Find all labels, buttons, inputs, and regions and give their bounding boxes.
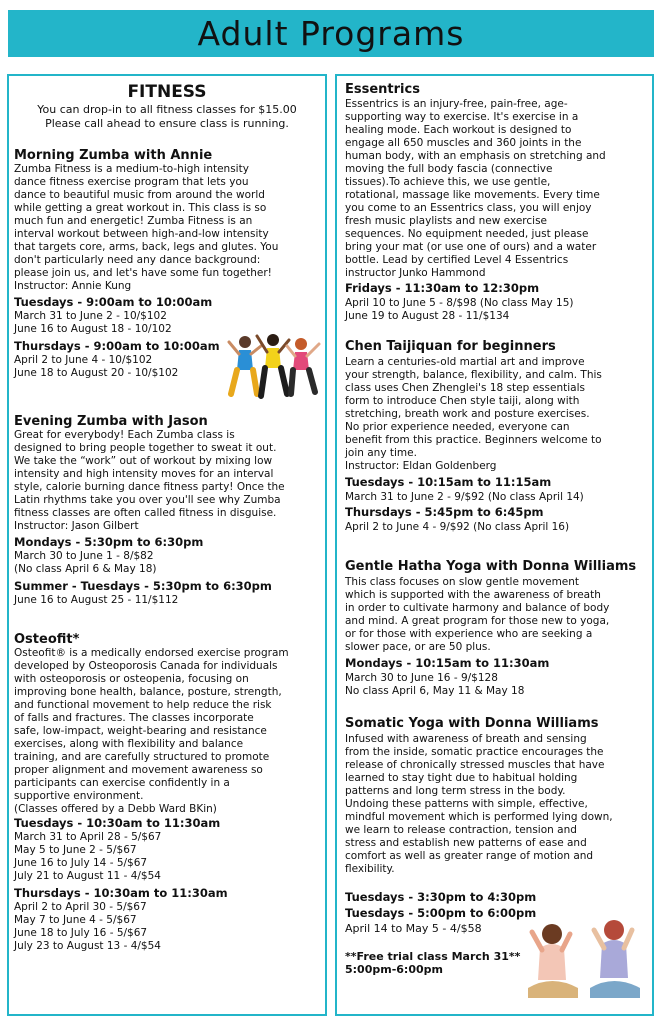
essentrics-dates: April 10 to June 5 - 8/$98 (No class May 15) June 19 to August 28 - 11/$134 bbox=[345, 297, 574, 322]
zumba-annie-time-thursday: Thursdays - 9:00am to 10:00am bbox=[14, 339, 220, 353]
somatic-yoga-description: Infused with awareness of breath and sensing from the inside, somatic practice encourages the release of chronically stressed muscles that have learned to stay tight due to habitual holding patterns and long term stress in the body. Undoing these patterns with simple, effective, mindful movement which is performed lying down, we learn to release contraction, tension and stress and establish new patterns of ease and comfort as well as greater range of motion and flexibility. bbox=[345, 733, 613, 875]
taiji-title: Chen Taijiquan for beginners bbox=[345, 339, 556, 354]
zumba-dancers-illustration bbox=[227, 332, 325, 404]
hatha-yoga-title: Gentle Hatha Yoga with Donna Williams bbox=[345, 559, 637, 574]
zumba-annie-dates-thursday: April 2 to June 4 - 10/$102 June 18 to August 20 - 10/$102 bbox=[14, 354, 179, 379]
taiji-description: Learn a centuries-old martial art and improve your strength, balance, flexibility, and calm. This class uses Chen Zhenglei's 18 step essentials form to introduce Chen style taiji, along with stretching, breath work and posture exercises. No prior experience needed, everyone can benefit from this practice. Beginners welcome to join any time. Instructor: Eldan Goldenberg bbox=[345, 356, 602, 472]
zumba-jason-description: Great for everybody! Each Zumba class is designed to bring people together to sweat it out. We take the “work” out of workout by mixing low intensity and high intensity moves for an interval style, calorie burning dance fitness party! Once the Latin rhythms take you over you'll see why Zumba fitness classes are often called fitness in disguise. Instructor: Jason Gilbert bbox=[14, 429, 285, 532]
somatic-yoga-time-2: Tuesdays - 5:00pm to 6:00pm bbox=[345, 906, 537, 920]
fitness-column bbox=[7, 74, 327, 1016]
osteofit-time-thursday: Thursdays - 10:30am to 11:30am bbox=[14, 886, 228, 900]
essentrics-title: Essentrics bbox=[345, 82, 420, 97]
hatha-yoga-time-monday: Mondays - 10:15am to 11:30am bbox=[345, 656, 550, 670]
osteofit-time-tuesday: Tuesdays - 10:30am to 11:30am bbox=[14, 816, 221, 830]
taiji-time-thursday: Thursdays - 5:45pm to 6:45pm bbox=[345, 505, 544, 519]
taiji-dates-thursday: April 2 to June 4 - 9/$92 (No class April 16) bbox=[345, 521, 570, 533]
osteofit-dates-thursday: April 2 to April 30 - 5/$67 May 7 to June 4 - 5/$67 June 18 to July 16 - 5/$67 July 23 to August 13 - 4/$54 bbox=[14, 901, 161, 952]
programs-column bbox=[335, 74, 654, 1016]
osteofit-title: Osteofit* bbox=[14, 632, 80, 647]
zumba-annie-title: Morning Zumba with Annie bbox=[14, 148, 213, 163]
fitness-heading: FITNESS bbox=[127, 82, 207, 102]
zumba-jason-time-summer: Summer - Tuesdays - 5:30pm to 6:30pm bbox=[14, 579, 272, 593]
zumba-jason-dates-monday: March 30 to June 1 - 8/$82 (No class April 6 & May 18) bbox=[14, 550, 157, 575]
hatha-yoga-dates: March 30 to June 16 - 9/$128 No class April 6, May 11 & May 18 bbox=[345, 672, 525, 697]
essentrics-description: Essentrics is an injury-free, pain-free, age- supporting way to exercise. It's exercise in a healing mode. Each workout is designed to engage all 650 muscles and 360 joints in the human body, with an emphasis on stretching and moving the full body fascia (connective tissues).To achieve this, we use gentle, rotational, massage like movements. Every time you come to an Essentrics class, you will enjoy fresh music playlists and new exercise sequences. No equipment needed, just please bring your mat (or use one of ours) and a water bottle. Lead by certified Level 4 Essentrics instructor Junko Hammond bbox=[345, 98, 606, 279]
taiji-dates-tuesday: March 31 to June 2 - 9/$92 (No class April 14) bbox=[345, 491, 584, 503]
osteofit-description: Osteofit® is a medically endorsed exercise program developed by Osteoporosis Canada for individuals with osteoporosis or osteopenia, focusing on improving bone health, balance, posture, strength, and functional movement to help reduce the risk of falls and fractures. The classes incorporate safe, low-impact, weight-bearing and resistance exercises, along with flexibility and balance training, and are carefully structured to promote proper alignment and movement awareness so participants can exercise confidently in a supportive environment. (Classes offered by a Debb Ward BKin) bbox=[14, 647, 289, 815]
zumba-jason-time-monday: Mondays - 5:30pm to 6:30pm bbox=[14, 535, 204, 549]
zumba-annie-dates-tuesday: March 31 to June 2 - 10/$102 June 16 to August 18 - 10/102 bbox=[14, 310, 172, 335]
yoga-figures-illustration bbox=[522, 918, 650, 1012]
fitness-intro: You can drop-in to all fitness classes for $15.00 Please call ahead to ensure class is running. bbox=[37, 103, 297, 130]
hatha-yoga-description: This class focuses on slow gentle movement which is supported with the awareness of breath in order to cultivate harmony and balance of body and mind. A great program for those new to yoga, or for those with experience who are seeking a slower pace, or are 50 plus. bbox=[345, 576, 610, 653]
zumba-annie-description: Zumba Fitness is a medium-to-high intensity dance fitness exercise program that lets you dance to beautiful music from around the world while getting a great workout in. This class is so much fun and energetic! Zumba Fitness is an interval workout between high-and-low intensity that targets core, arms, back, legs and glutes. You don't particularly need any dance background: please join us, and let's have some fun together! Instructor: Annie Kung bbox=[14, 163, 279, 292]
taiji-time-tuesday: Tuesdays - 10:15am to 11:15am bbox=[345, 475, 552, 489]
free-trial-note: **Free trial class March 31** 5:00pm-6:00pm bbox=[345, 950, 521, 976]
page-title: Adult Programs bbox=[197, 14, 465, 53]
essentrics-time-friday: Fridays - 11:30am to 12:30pm bbox=[345, 281, 540, 295]
zumba-jason-dates-summer: June 16 to August 25 - 11/$112 bbox=[14, 594, 179, 606]
osteofit-dates-tuesday: March 31 to April 28 - 5/$67 May 5 to June 2 - 5/$67 June 16 to July 14 - 5/$67 July 21 to August 11 - 4/$54 bbox=[14, 831, 162, 882]
zumba-annie-time-tuesday: Tuesdays - 9:00am to 10:00am bbox=[14, 295, 213, 309]
zumba-jason-title: Evening Zumba with Jason bbox=[14, 414, 208, 429]
somatic-yoga-title: Somatic Yoga with Donna Williams bbox=[345, 716, 599, 731]
title-banner bbox=[8, 10, 654, 57]
somatic-yoga-dates: April 14 to May 5 - 4/$58 bbox=[345, 922, 482, 935]
somatic-yoga-time-1: Tuesdays - 3:30pm to 4:30pm bbox=[345, 890, 537, 904]
